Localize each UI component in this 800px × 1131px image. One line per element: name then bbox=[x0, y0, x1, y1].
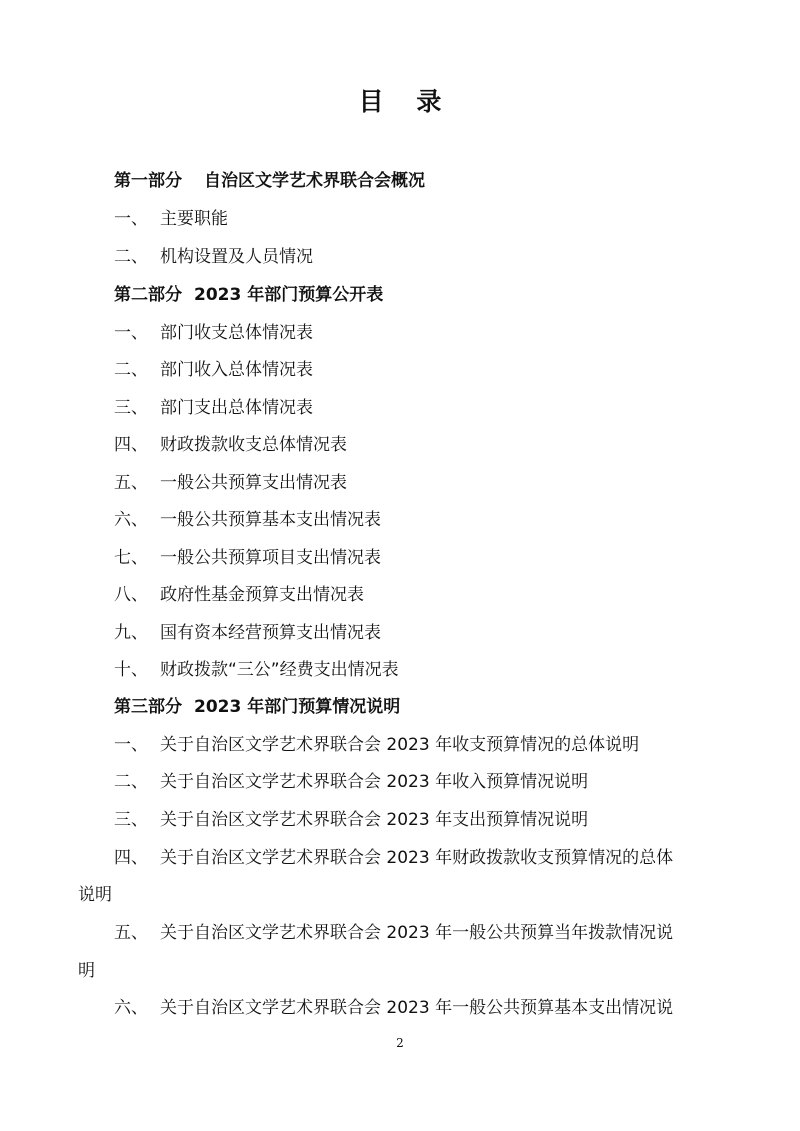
toc-item[interactable] bbox=[114, 997, 673, 1019]
toc-item[interactable] bbox=[114, 622, 381, 644]
toc-item-text: 关于自治区文学艺术界联合会 2023 年一般公共预算基本支出情况说 bbox=[160, 998, 674, 1018]
toc-item-text: 财政拨款“三公”经费支出情况表 bbox=[160, 660, 399, 680]
toc-item-number: 一、 bbox=[114, 323, 148, 343]
toc-item-text: 一般公共预算支出情况表 bbox=[160, 473, 347, 493]
toc-item-text: 部门收支总体情况表 bbox=[160, 323, 313, 343]
toc-item[interactable] bbox=[114, 734, 639, 756]
toc-item-text: 国有资本经营预算支出情况表 bbox=[160, 623, 381, 643]
toc-item-continuation[interactable]: 明 bbox=[78, 961, 95, 981]
toc-item-number: 四、 bbox=[114, 848, 148, 868]
part1-title: 自治区文学艺术界联合会概况 bbox=[204, 171, 425, 191]
toc-item-number: 二、 bbox=[114, 360, 148, 380]
toc-item-text: 关于自治区文学艺术界联合会 2023 年收支预算情况的总体说明 bbox=[160, 735, 640, 755]
toc-item-number: 三、 bbox=[114, 810, 148, 830]
toc-item-number: 五、 bbox=[114, 473, 148, 493]
toc-item[interactable] bbox=[114, 509, 381, 531]
toc-item-text: 机构设置及人员情况 bbox=[160, 247, 313, 267]
toc-item-number: 六、 bbox=[114, 998, 148, 1018]
part2-label: 第二部分 bbox=[114, 285, 182, 305]
toc-item-number: 六、 bbox=[114, 510, 148, 530]
toc-item-number: 二、 bbox=[114, 247, 148, 267]
toc-item[interactable] bbox=[114, 434, 347, 456]
toc-item-text: 关于自治区文学艺术界联合会 2023 年财政拨款收支预算情况的总体 bbox=[160, 848, 674, 868]
toc-item[interactable] bbox=[114, 322, 313, 344]
toc-item-text: 财政拨款收支总体情况表 bbox=[160, 435, 347, 455]
toc-item-number: 七、 bbox=[114, 548, 148, 568]
toc-item-text: 关于自治区文学艺术界联合会 2023 年收入预算情况说明 bbox=[160, 772, 589, 792]
toc-item[interactable] bbox=[114, 397, 313, 419]
toc-item-number: 九、 bbox=[114, 623, 148, 643]
part2-heading[interactable] bbox=[114, 284, 383, 306]
part1-heading[interactable] bbox=[114, 170, 425, 192]
toc-item[interactable] bbox=[114, 809, 588, 831]
toc-item[interactable] bbox=[114, 246, 313, 268]
page-title: 目 录 bbox=[358, 87, 454, 116]
toc-item[interactable] bbox=[114, 922, 673, 944]
toc-item[interactable] bbox=[114, 359, 313, 381]
toc-item-number: 一、 bbox=[114, 735, 148, 755]
toc-item[interactable] bbox=[114, 547, 381, 569]
toc-item-number: 五、 bbox=[114, 923, 148, 943]
toc-item-text: 关于自治区文学艺术界联合会 2023 年支出预算情况说明 bbox=[160, 810, 589, 830]
toc-item-number: 四、 bbox=[114, 435, 148, 455]
part1-label: 第一部分 bbox=[114, 171, 182, 191]
toc-item-text: 部门支出总体情况表 bbox=[160, 398, 313, 418]
toc-item-number: 十、 bbox=[114, 660, 148, 680]
part3-title: 2023 年部门预算情况说明 bbox=[194, 697, 401, 717]
part2-title: 2023 年部门预算公开表 bbox=[194, 285, 384, 305]
toc-item-continuation[interactable]: 说明 bbox=[78, 885, 112, 905]
part3-heading[interactable] bbox=[114, 696, 400, 718]
part3-label: 第三部分 bbox=[114, 697, 182, 717]
toc-item[interactable] bbox=[114, 472, 347, 494]
toc-item-text: 部门收入总体情况表 bbox=[160, 360, 313, 380]
toc-item-text: 政府性基金预算支出情况表 bbox=[160, 585, 364, 605]
toc-item[interactable] bbox=[114, 847, 673, 869]
toc-item[interactable] bbox=[114, 584, 364, 606]
page-number: 2 bbox=[396, 1036, 404, 1050]
toc-item[interactable] bbox=[114, 771, 588, 793]
toc-item[interactable] bbox=[114, 208, 228, 230]
toc-item-text: 主要职能 bbox=[160, 209, 228, 229]
toc-item-text: 一般公共预算项目支出情况表 bbox=[160, 548, 381, 568]
toc-item-number: 二、 bbox=[114, 772, 148, 792]
toc-item-number: 三、 bbox=[114, 398, 148, 418]
toc-item-text: 一般公共预算基本支出情况表 bbox=[160, 510, 381, 530]
toc-item[interactable] bbox=[114, 659, 399, 681]
toc-item-text: 关于自治区文学艺术界联合会 2023 年一般公共预算当年拨款情况说 bbox=[160, 923, 674, 943]
toc-item-number: 八、 bbox=[114, 585, 148, 605]
toc-item-number: 一、 bbox=[114, 209, 148, 229]
